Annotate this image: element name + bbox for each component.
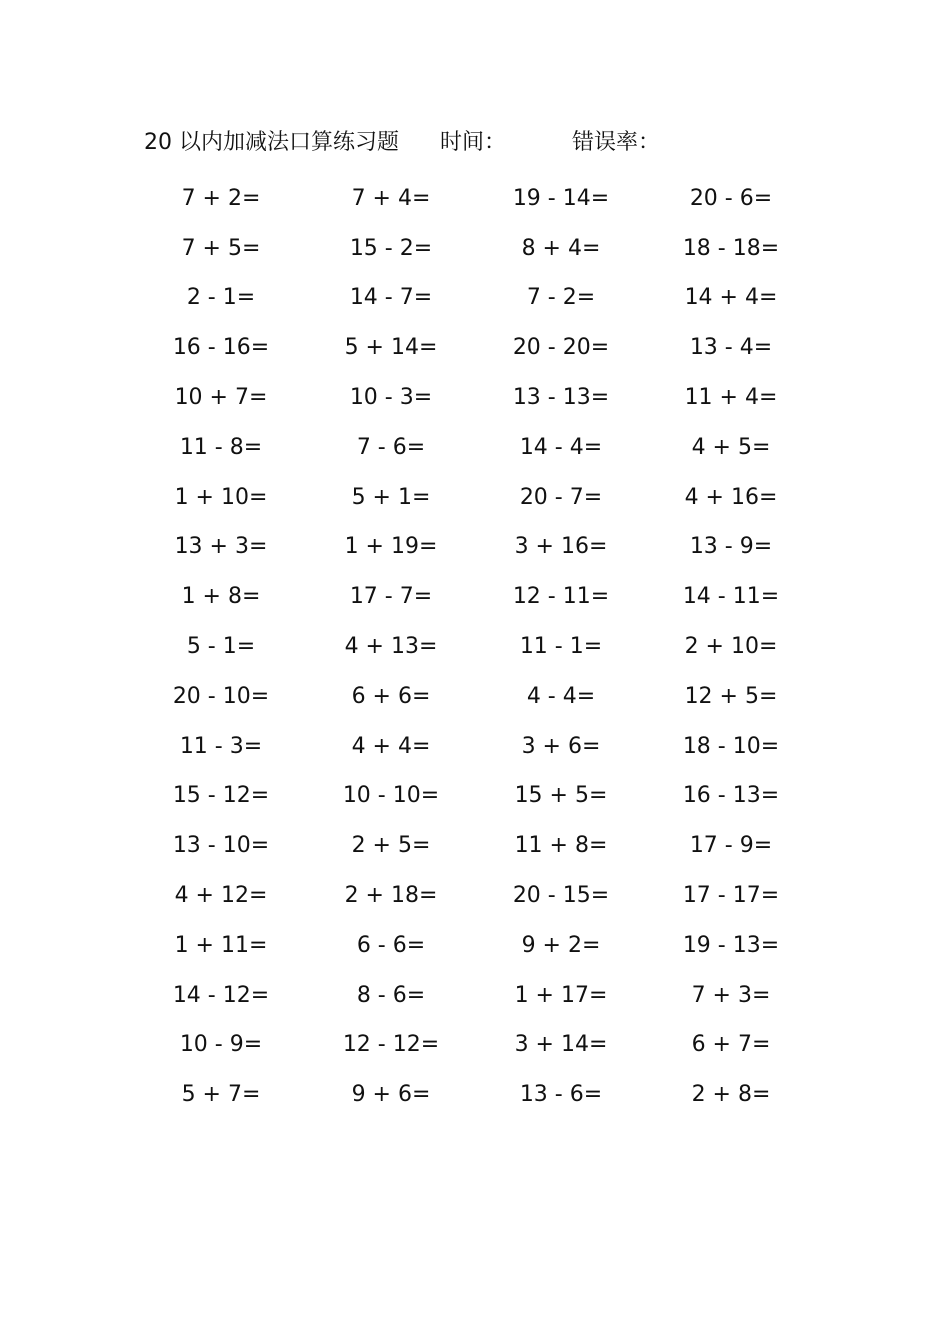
problem-row xyxy=(136,373,816,423)
problem-row xyxy=(136,1070,816,1120)
math-problem: 13 - 9= xyxy=(689,534,773,560)
math-problem: 17 - 7= xyxy=(349,584,433,610)
problem-row xyxy=(136,323,816,373)
math-problem: 14 - 4= xyxy=(519,434,603,460)
math-problem: 12 + 5= xyxy=(684,683,778,709)
math-problem: 4 + 4= xyxy=(351,733,431,759)
math-problem: 14 - 12= xyxy=(172,982,270,1008)
math-problem: 2 + 18= xyxy=(344,883,438,909)
math-problem: 10 - 3= xyxy=(349,385,433,411)
math-problem: 7 + 4= xyxy=(351,185,431,211)
math-problem: 16 - 16= xyxy=(172,335,270,361)
math-problem: 13 - 13= xyxy=(512,385,610,411)
math-problem: 2 + 10= xyxy=(684,634,778,660)
math-problem: 18 - 18= xyxy=(682,235,780,261)
math-problem: 16 - 13= xyxy=(682,783,780,809)
problem-row xyxy=(136,971,816,1021)
math-problem: 20 - 20= xyxy=(512,335,610,361)
math-problem: 12 - 11= xyxy=(512,584,610,610)
math-problem: 1 + 8= xyxy=(181,584,261,610)
problem-row xyxy=(136,423,816,473)
problem-row xyxy=(136,921,816,971)
math-problem: 13 + 3= xyxy=(174,534,268,560)
math-problem: 4 - 4= xyxy=(526,683,596,709)
math-problem: 18 - 10= xyxy=(682,733,780,759)
math-problem: 20 - 10= xyxy=(172,683,270,709)
math-problem: 13 - 10= xyxy=(172,833,270,859)
math-problem: 19 - 14= xyxy=(512,185,610,211)
math-problem: 11 + 8= xyxy=(514,833,608,859)
math-problem: 20 - 6= xyxy=(689,185,773,211)
math-problem: 6 - 6= xyxy=(356,932,426,958)
problem-row xyxy=(136,274,816,324)
problem-row xyxy=(136,722,816,772)
math-problem: 15 + 5= xyxy=(514,783,608,809)
math-problem: 1 + 17= xyxy=(514,982,608,1008)
math-problem: 5 + 7= xyxy=(181,1082,261,1108)
math-problem: 1 + 10= xyxy=(174,484,268,510)
math-problem: 11 - 3= xyxy=(179,733,263,759)
math-problem: 11 - 1= xyxy=(519,634,603,660)
math-problem: 4 + 12= xyxy=(174,883,268,909)
math-problem: 15 - 12= xyxy=(172,783,270,809)
math-problem: 6 + 7= xyxy=(691,1032,771,1058)
math-problem: 10 - 9= xyxy=(179,1032,263,1058)
math-problem: 2 + 8= xyxy=(691,1082,771,1108)
math-problem: 3 + 14= xyxy=(514,1032,608,1058)
problem-row xyxy=(136,224,816,274)
problem-row xyxy=(136,672,816,722)
math-problem: 10 - 10= xyxy=(342,783,440,809)
math-problem: 9 + 2= xyxy=(521,932,601,958)
problem-row xyxy=(136,871,816,921)
math-problem: 7 + 5= xyxy=(181,235,261,261)
problem-row xyxy=(136,622,816,672)
math-problem: 7 - 6= xyxy=(356,434,426,460)
worksheet-title: 20 以内加减法口算练习题 xyxy=(144,130,399,155)
math-problem: 2 - 1= xyxy=(186,285,256,311)
math-problem: 20 - 15= xyxy=(512,883,610,909)
math-problem: 13 - 4= xyxy=(689,335,773,361)
math-problem: 5 + 14= xyxy=(344,335,438,361)
error-rate-label: 错误率： xyxy=(572,130,661,155)
math-problem: 8 + 4= xyxy=(521,235,601,261)
math-problem: 17 - 17= xyxy=(682,883,780,909)
math-problem: 3 + 16= xyxy=(514,534,608,560)
math-problem: 11 - 8= xyxy=(179,434,263,460)
time-label: 时间： xyxy=(440,130,507,155)
math-problem: 7 + 3= xyxy=(691,982,771,1008)
math-problem: 14 + 4= xyxy=(684,285,778,311)
problem-row xyxy=(136,523,816,573)
math-problem: 4 + 13= xyxy=(344,634,438,660)
problem-grid xyxy=(136,174,816,1120)
math-problem: 2 + 5= xyxy=(351,833,431,859)
math-problem: 1 + 11= xyxy=(174,932,268,958)
math-problem: 15 - 2= xyxy=(349,235,433,261)
math-problem: 6 + 6= xyxy=(351,683,431,709)
math-problem: 17 - 9= xyxy=(689,833,773,859)
math-problem: 10 + 7= xyxy=(174,385,268,411)
math-problem: 14 - 7= xyxy=(349,285,433,311)
math-problem: 12 - 12= xyxy=(342,1032,440,1058)
problem-row xyxy=(136,473,816,523)
problem-row xyxy=(136,174,816,224)
math-problem: 4 + 16= xyxy=(684,484,778,510)
math-problem: 14 - 11= xyxy=(682,584,780,610)
math-problem: 13 - 6= xyxy=(519,1082,603,1108)
math-problem: 7 + 2= xyxy=(181,185,261,211)
math-problem: 5 + 1= xyxy=(351,484,431,510)
problem-row xyxy=(136,1021,816,1071)
problem-row xyxy=(136,772,816,822)
math-problem: 7 - 2= xyxy=(526,285,596,311)
math-problem: 1 + 19= xyxy=(344,534,438,560)
math-problem: 20 - 7= xyxy=(519,484,603,510)
math-problem: 4 + 5= xyxy=(691,434,771,460)
problem-row xyxy=(136,821,816,871)
math-problem: 3 + 6= xyxy=(521,733,601,759)
math-problem: 19 - 13= xyxy=(682,932,780,958)
math-problem: 9 + 6= xyxy=(351,1082,431,1108)
math-problem: 5 - 1= xyxy=(186,634,256,660)
problem-row xyxy=(136,572,816,622)
math-problem: 8 - 6= xyxy=(356,982,426,1008)
math-problem: 11 + 4= xyxy=(684,385,778,411)
